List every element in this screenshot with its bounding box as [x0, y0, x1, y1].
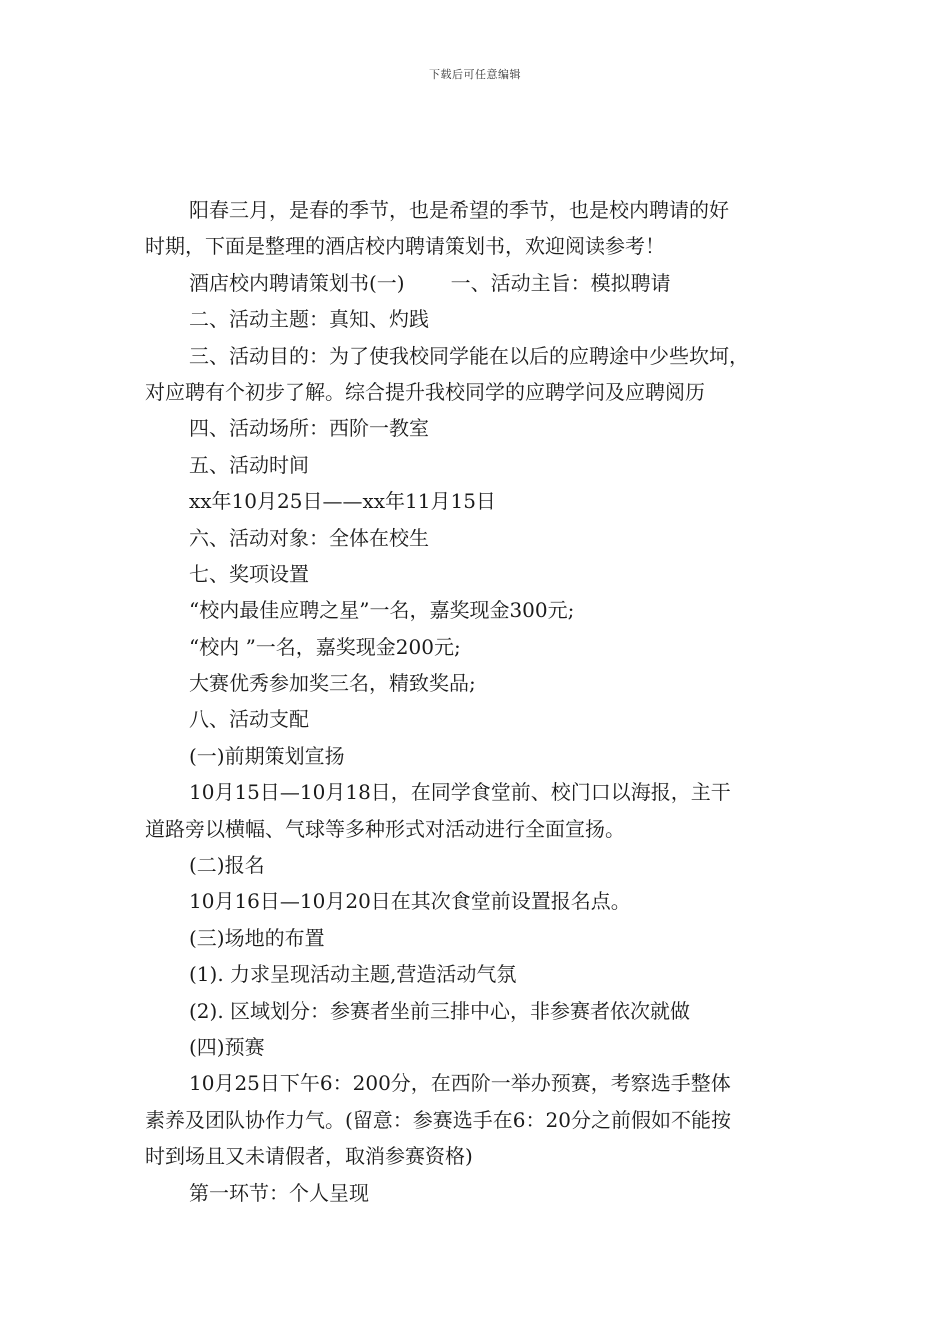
paragraph-line: 四、活动场所：西阶一教室 — [189, 416, 429, 441]
paragraph-line: (2). 区域划分：参赛者坐前三排中心，非参赛者依次就做 — [189, 998, 691, 1023]
paragraph-line: 素养及团队协作力气。(留意：参赛选手在6：20分之前假如不能按 — [145, 1107, 731, 1132]
page-header: 下载后可任意编辑 — [429, 68, 521, 81]
paragraph-line: xx年10月25日——xx年11月15日 — [189, 489, 496, 514]
paragraph-line: 时期，下面是整理的酒店校内聘请策划书，欢迎阅读参考！ — [145, 234, 665, 259]
paragraph-line: (二)报名 — [189, 853, 265, 878]
paragraph-line: 三、活动目的：为了使我校同学能在以后的应聘途中少些坎坷， — [189, 343, 749, 368]
activity-purpose: 一、活动主旨：模拟聘请 — [450, 270, 671, 295]
paragraph-line: (四)预赛 — [189, 1034, 265, 1059]
paragraph-line: (1). 力求呈现活动主题,营造活动气氛 — [189, 962, 517, 987]
paragraph-line-combined — [145, 265, 825, 301]
paragraph-line: 二、活动主题：真知、灼践 — [189, 307, 429, 332]
paragraph-line: 10月15日—10月18日，在同学食堂前、校门口以海报，主干 — [189, 780, 731, 805]
paragraph-line: 八、活动支配 — [189, 707, 309, 732]
paragraph-line: (一)前期策划宣扬 — [189, 743, 345, 768]
paragraph-line: 第一环节：个人呈现 — [189, 1180, 369, 1205]
paragraph-line: (三)场地的布置 — [189, 925, 325, 950]
paragraph-line: “校内最佳应聘之星”一名，嘉奖现金300元; — [189, 598, 575, 623]
paragraph-line: 道路旁以横幅、气球等多种形式对活动进行全面宣扬。 — [145, 816, 625, 841]
paragraph-line: 阳春三月，是春的季节，也是希望的季节，也是校内聘请的好 — [189, 198, 729, 222]
section-title: 酒店校内聘请策划书(一) — [189, 270, 405, 295]
paragraph-line: 时到场且又未请假者，取消参赛资格) — [145, 1144, 473, 1169]
paragraph-line: 大赛优秀参加奖三名，精致奖品; — [189, 671, 476, 696]
paragraph-line: 六、活动对象：全体在校生 — [189, 525, 429, 550]
paragraph-line: 七、奖项设置 — [189, 561, 309, 586]
paragraph-line: “校内 ”一名，嘉奖现金200元; — [189, 634, 461, 659]
paragraph-line: 10月16日—10月20日在其次食堂前设置报名点。 — [189, 889, 631, 914]
paragraph-line: 对应聘有个初步了解。综合提升我校同学的应聘学问及应聘阅历 — [145, 379, 705, 404]
paragraph-line: 10月25日下午6：200分，在西阶一举办预赛，考察选手整体 — [189, 1071, 731, 1096]
document-body — [145, 192, 825, 1211]
paragraph-line: 五、活动时间 — [189, 452, 309, 477]
